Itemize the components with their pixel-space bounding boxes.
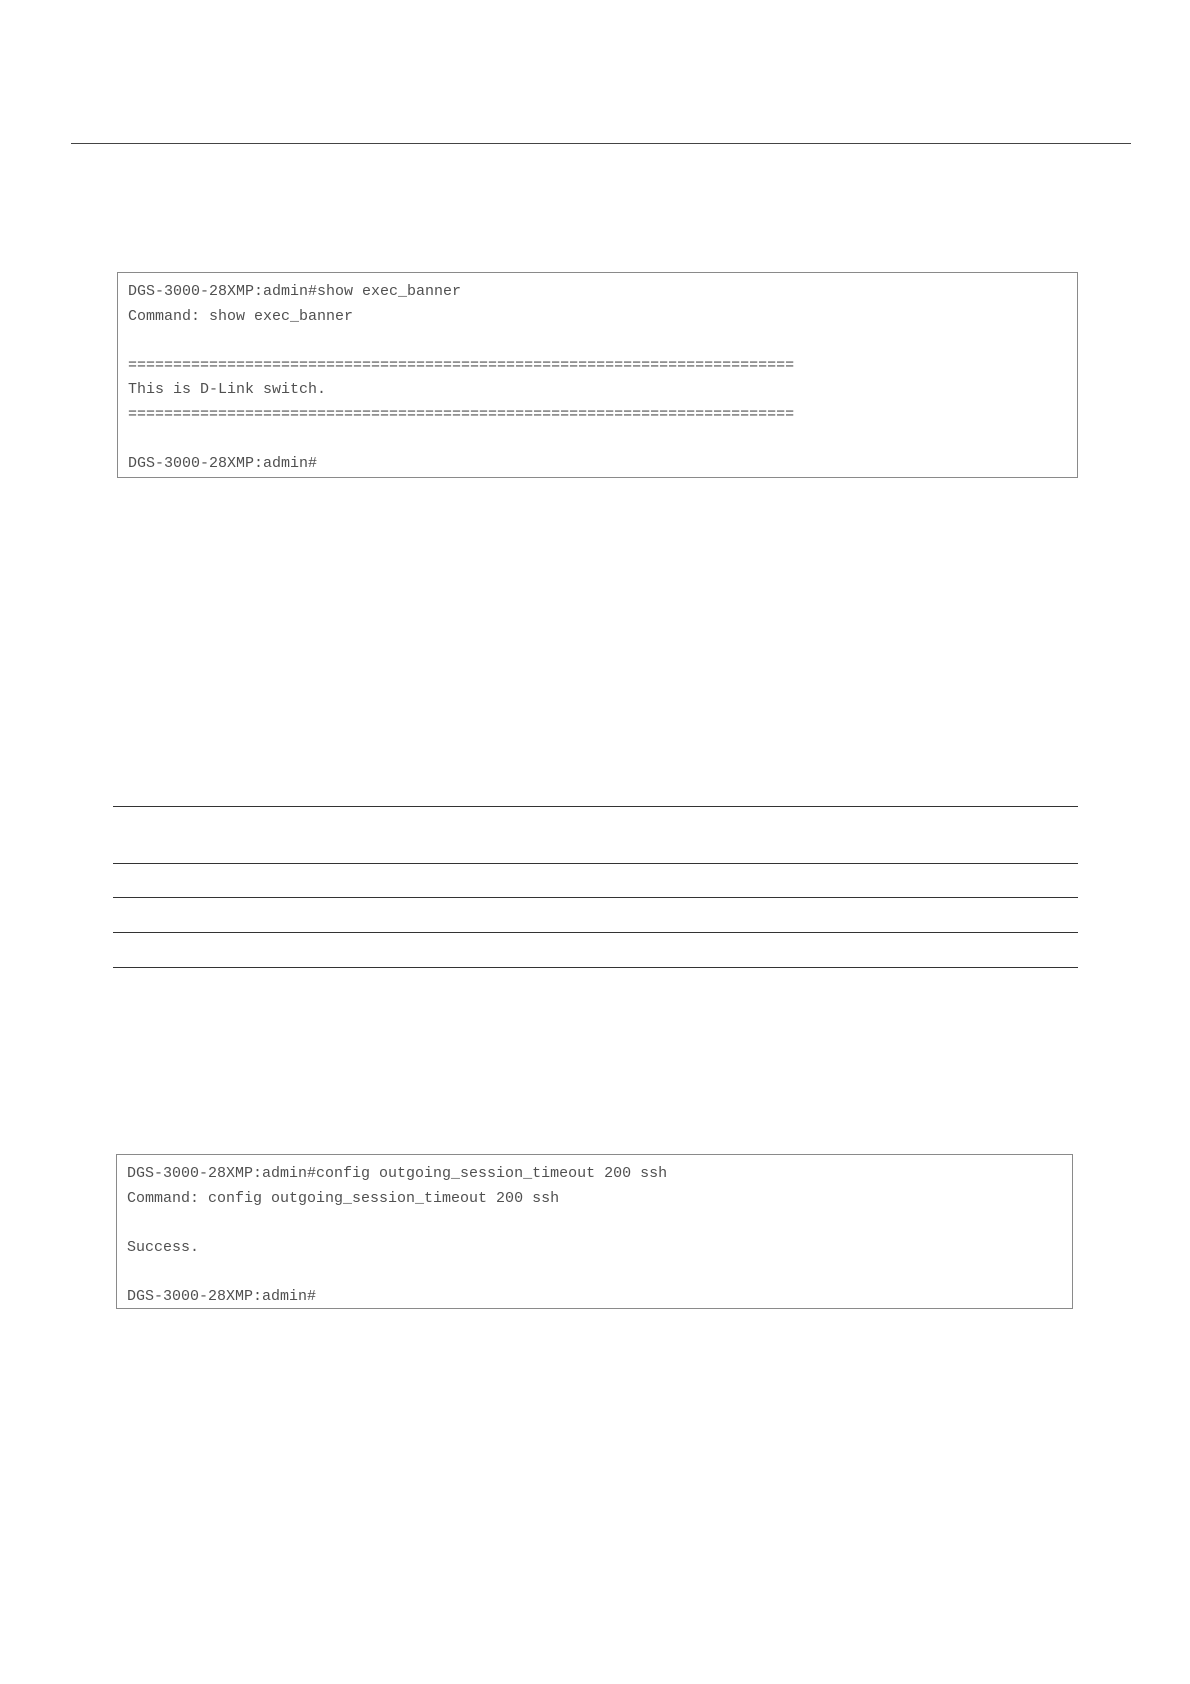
header-divider — [71, 143, 1131, 144]
cli-line: Success. — [127, 1238, 200, 1256]
table-rule — [113, 932, 1078, 933]
cli-line: DGS-3000-28XMP:admin# — [128, 454, 318, 472]
table-rule-top — [113, 806, 1078, 807]
cli-line — [127, 1260, 1062, 1285]
cli-line: ========================================================================== — [128, 356, 795, 374]
cli-line: DGS-3000-28XMP:admin#config outgoing_session_timeout 200 ssh — [127, 1165, 668, 1182]
cli-line: Command: show exec_banner — [128, 307, 354, 325]
cli-line: Command: config outgoing_session_timeout 200 ssh — [127, 1189, 560, 1207]
cli-line: ========================================================================== — [128, 405, 795, 423]
cli-line — [127, 1211, 1062, 1236]
cli-line: DGS-3000-28XMP:admin#show exec_banner — [128, 283, 462, 300]
table-rule — [113, 863, 1078, 864]
cli-example-config-outgoing-session-timeout — [116, 1154, 1073, 1309]
cli-line — [128, 427, 1067, 452]
table-rule — [113, 897, 1078, 898]
cli-line: DGS-3000-28XMP:admin# — [127, 1287, 317, 1305]
cli-line: This is D-Link switch. — [128, 381, 327, 398]
cli-example-show-exec-banner — [117, 272, 1078, 478]
cli-line — [128, 329, 1067, 354]
table-rule-bottom — [113, 967, 1078, 968]
